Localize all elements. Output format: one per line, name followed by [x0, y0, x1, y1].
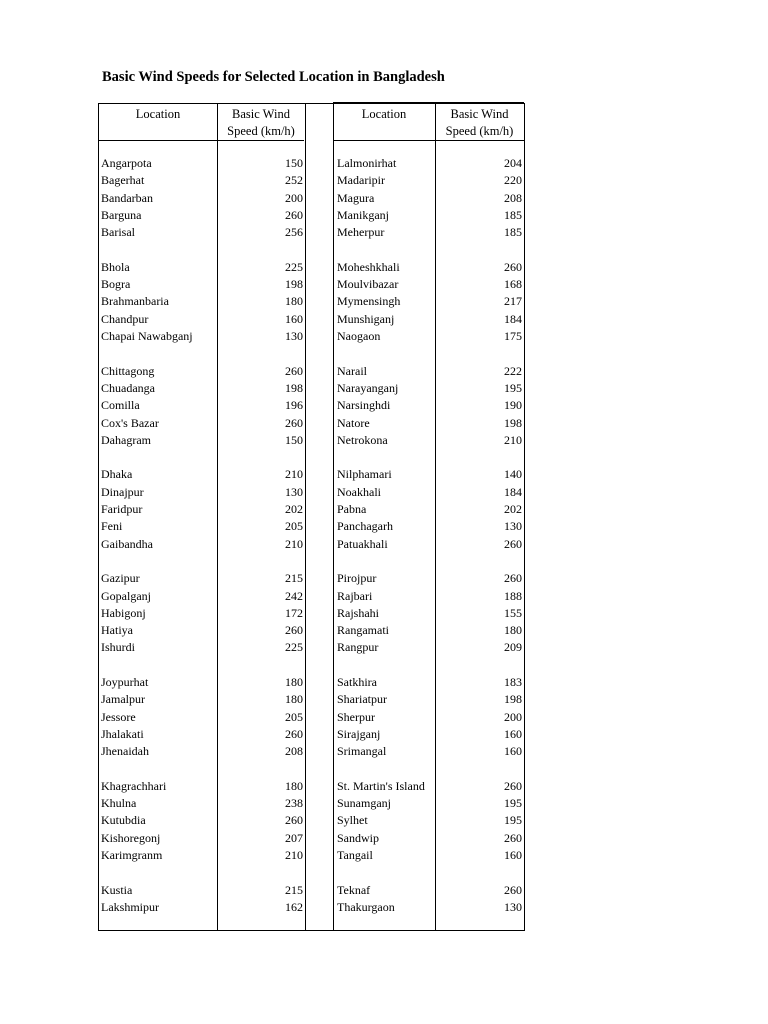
- wind-speed-cell: 260: [504, 536, 522, 551]
- wind-speed-cell: 260: [504, 778, 522, 793]
- location-cell: Meherpur: [337, 225, 385, 240]
- location-cell: Jessore: [101, 709, 136, 724]
- location-cell: Khulna: [101, 796, 137, 811]
- location-cell: Joypurhat: [101, 675, 149, 689]
- location-cell: Feni: [101, 519, 123, 534]
- wind-speed-cell: 242: [285, 588, 303, 603]
- wind-speed-cell: 180: [504, 623, 522, 638]
- location-cell: Kutubdia: [101, 813, 146, 828]
- location-cell: Natore: [337, 415, 370, 430]
- wind-speed-cell: 160: [504, 744, 522, 759]
- location-cell: Rangpur: [337, 640, 379, 655]
- wind-speed-cell: 205: [285, 709, 303, 724]
- location-cell: Chandpur: [101, 311, 149, 326]
- wind-speed-cell: 210: [285, 536, 303, 551]
- wind-speed-cell: 195: [504, 796, 522, 811]
- wind-speed-cell: 260: [285, 415, 303, 430]
- table-row: [101, 466, 303, 483]
- header-location-left: Location: [135, 107, 181, 121]
- table-row: [101, 276, 303, 293]
- wind-speed-cell: 260: [285, 726, 303, 741]
- table-row: [101, 363, 303, 380]
- table-row: [337, 397, 522, 414]
- wind-speed-cell: 180: [285, 692, 303, 707]
- location-cell: Pirojpur: [337, 571, 377, 586]
- wind-speed-cell: 184: [504, 311, 522, 326]
- location-cell: Munshiganj: [337, 311, 395, 326]
- header-speed-right: Basic Wind Speed (km/h): [445, 107, 514, 138]
- table-row: [337, 172, 522, 189]
- location-cell: Manikganj: [337, 207, 389, 222]
- wind-speed-cell: 140: [504, 467, 522, 482]
- wind-speed-cell: 225: [285, 640, 303, 655]
- table-row: [337, 691, 522, 708]
- location-cell: Narail: [337, 363, 367, 378]
- table-row: [101, 847, 303, 864]
- wind-speed-cell: 184: [504, 484, 522, 499]
- wind-speed-cell: 130: [504, 519, 522, 534]
- column-divider: [333, 104, 334, 930]
- table-row: [337, 501, 522, 518]
- table-row: [101, 812, 303, 829]
- wind-speed-cell: 209: [504, 640, 522, 655]
- wind-speed-cell: 210: [504, 432, 522, 447]
- wind-speed-cell: 238: [285, 796, 303, 811]
- wind-speed-cell: 160: [504, 726, 522, 741]
- location-cell: Magura: [337, 190, 375, 205]
- table-row: [337, 484, 522, 501]
- location-cell: Cox's Bazar: [101, 415, 159, 430]
- wind-speed-cell: 185: [504, 225, 522, 240]
- table-row: [337, 155, 522, 172]
- table-row: [101, 795, 303, 812]
- header-rule-left: [99, 140, 304, 141]
- wind-speed-cell: 205: [285, 519, 303, 534]
- wind-speed-cell: 260: [504, 259, 522, 274]
- location-cell: Chuadanga: [101, 380, 155, 395]
- location-cell: Satkhira: [337, 675, 377, 689]
- table-row: [337, 795, 522, 812]
- location-cell: Rajbari: [337, 588, 373, 603]
- table-row: [337, 639, 522, 656]
- wind-speed-cell: 155: [504, 605, 522, 620]
- table-row: [337, 293, 522, 310]
- location-cell: Bogra: [101, 277, 131, 292]
- location-cell: Gaibandha: [101, 536, 153, 551]
- location-cell: Sandwip: [337, 830, 379, 845]
- table-row: [101, 899, 303, 916]
- table-row: [101, 709, 303, 726]
- wind-speed-cell: 162: [285, 899, 303, 914]
- location-cell: Barguna: [101, 207, 142, 222]
- location-cell: Jhenaidah: [101, 744, 149, 759]
- wind-speed-cell: 204: [504, 156, 522, 170]
- table-row: [101, 224, 303, 241]
- location-cell: Jhalakati: [101, 726, 144, 741]
- table-row: [101, 639, 303, 656]
- location-cell: Panchagarh: [337, 519, 393, 534]
- table-row: [101, 190, 303, 207]
- wind-speed-cell: 217: [504, 294, 522, 309]
- table-row: [101, 882, 303, 899]
- wind-speed-table: [98, 103, 525, 931]
- wind-speed-cell: 185: [504, 207, 522, 222]
- page-title: Basic Wind Speeds for Selected Location in Bangladesh: [102, 69, 445, 85]
- wind-speed-cell: 260: [285, 623, 303, 638]
- table-row: [337, 415, 522, 432]
- table-row: [101, 155, 303, 172]
- location-cell: Dahagram: [101, 432, 151, 447]
- location-cell: Chapai Nawabganj: [101, 329, 193, 343]
- table-row: [337, 882, 522, 899]
- wind-speed-cell: 210: [285, 467, 303, 482]
- wind-speed-cell: 196: [285, 398, 303, 413]
- location-cell: Bhola: [101, 259, 130, 274]
- table-row: [101, 691, 303, 708]
- location-cell: Sirajganj: [337, 726, 381, 741]
- table-row: [101, 415, 303, 432]
- table-row: [101, 726, 303, 743]
- table-row: [337, 812, 522, 829]
- location-cell: Barisal: [101, 225, 135, 240]
- table-row: [337, 847, 522, 864]
- wind-speed-cell: 130: [285, 484, 303, 499]
- location-cell: Karimgranm: [101, 848, 163, 862]
- location-cell: Gopalganj: [101, 588, 151, 603]
- table-row: [337, 709, 522, 726]
- wind-speed-cell: 260: [285, 813, 303, 828]
- wind-speed-cell: 130: [285, 329, 303, 343]
- location-cell: Dinajpur: [101, 484, 144, 499]
- table-row: [101, 570, 303, 587]
- table-row: [337, 207, 522, 224]
- wind-speed-cell: 183: [504, 675, 522, 689]
- table-row: [337, 726, 522, 743]
- table-row: [101, 172, 303, 189]
- location-cell: Kustia: [101, 882, 133, 897]
- location-cell: Habigonj: [101, 605, 146, 620]
- location-cell: Comilla: [101, 398, 140, 413]
- wind-speed-cell: 215: [285, 571, 303, 586]
- table-row: [337, 311, 522, 328]
- wind-speed-cell: 168: [504, 277, 522, 292]
- wind-speed-cell: 180: [285, 675, 303, 689]
- header-location-right: Location: [361, 107, 407, 121]
- wind-speed-cell: 150: [285, 432, 303, 447]
- wind-speed-cell: 195: [504, 813, 522, 828]
- location-cell: Brahmanbaria: [101, 294, 169, 309]
- table-row: [101, 743, 303, 760]
- wind-speed-cell: 198: [285, 380, 303, 395]
- location-cell: Moulvibazar: [337, 277, 399, 292]
- table-row: [101, 207, 303, 224]
- location-cell: Srimangal: [337, 744, 387, 759]
- table-row: [337, 570, 522, 587]
- wind-speed-cell: 175: [504, 329, 522, 343]
- location-cell: St. Martin's Island: [337, 778, 425, 793]
- wind-speed-cell: 220: [504, 173, 522, 188]
- table-row: [101, 518, 303, 535]
- table-row: [337, 380, 522, 397]
- table-row: [101, 259, 303, 276]
- wind-speed-cell: 207: [285, 830, 303, 845]
- table-row: [101, 588, 303, 605]
- location-cell: Lalmonirhat: [337, 156, 397, 170]
- wind-speed-cell: 188: [504, 588, 522, 603]
- table-row: [101, 293, 303, 310]
- location-cell: Dhaka: [101, 467, 133, 482]
- wind-speed-cell: 210: [285, 848, 303, 862]
- table-row: [101, 778, 303, 795]
- wind-speed-cell: 180: [285, 778, 303, 793]
- location-cell: Sylhet: [337, 813, 368, 828]
- wind-speed-cell: 208: [504, 190, 522, 205]
- table-row: [101, 484, 303, 501]
- location-cell: Moheshkhali: [337, 259, 400, 274]
- column-divider: [305, 104, 306, 930]
- table-row: [337, 743, 522, 760]
- location-cell: Ishurdi: [101, 640, 135, 655]
- location-cell: Angarpota: [101, 156, 152, 170]
- wind-speed-cell: 252: [285, 173, 303, 188]
- table-row: [101, 311, 303, 328]
- table-row: [337, 536, 522, 553]
- wind-speed-cell: 200: [285, 190, 303, 205]
- location-cell: Jamalpur: [101, 692, 145, 707]
- table-row: [337, 830, 522, 847]
- table-row: [337, 605, 522, 622]
- location-cell: Tangail: [337, 848, 373, 862]
- wind-speed-cell: 202: [285, 502, 303, 516]
- table-row: [101, 328, 303, 345]
- wind-speed-cell: 208: [285, 744, 303, 759]
- wind-speed-cell: 225: [285, 259, 303, 274]
- wind-speed-cell: 260: [285, 207, 303, 222]
- wind-speed-cell: 180: [285, 294, 303, 309]
- location-cell: Mymensingh: [337, 294, 401, 309]
- location-cell: Madaripir: [337, 173, 385, 188]
- location-cell: Hatiya: [101, 623, 133, 638]
- wind-speed-cell: 200: [504, 709, 522, 724]
- location-cell: Noakhali: [337, 484, 381, 499]
- location-cell: Khagrachhari: [101, 778, 167, 793]
- table-row: [337, 899, 522, 916]
- table-row: [337, 466, 522, 483]
- wind-speed-cell: 222: [504, 363, 522, 378]
- location-cell: Patuakhali: [337, 536, 388, 551]
- table-row: [101, 501, 303, 518]
- location-cell: Thakurgaon: [337, 899, 395, 914]
- table-row: [337, 224, 522, 241]
- wind-speed-cell: 260: [504, 830, 522, 845]
- table-row: [337, 432, 522, 449]
- location-cell: Narayanganj: [337, 380, 399, 395]
- table-row: [337, 778, 522, 795]
- table-row: [337, 518, 522, 535]
- wind-speed-cell: 150: [285, 156, 303, 170]
- location-cell: Kishoregonj: [101, 830, 161, 845]
- table-row: [101, 397, 303, 414]
- table-row: [101, 380, 303, 397]
- wind-speed-cell: 260: [504, 571, 522, 586]
- wind-speed-cell: 198: [504, 692, 522, 707]
- wind-speed-cell: 260: [285, 363, 303, 378]
- table-row: [337, 588, 522, 605]
- location-cell: Shariatpur: [337, 692, 387, 707]
- wind-speed-cell: 190: [504, 398, 522, 413]
- location-cell: Gazipur: [101, 571, 140, 586]
- header-speed-left: Basic Wind Speed (km/h): [227, 107, 295, 138]
- table-row: [337, 363, 522, 380]
- table-row: [101, 536, 303, 553]
- location-cell: Bandarban: [101, 190, 153, 205]
- table-row: [337, 622, 522, 639]
- table-row: [337, 190, 522, 207]
- location-cell: Faridpur: [101, 502, 143, 516]
- location-cell: Rajshahi: [337, 605, 379, 620]
- wind-speed-cell: 198: [504, 415, 522, 430]
- wind-speed-cell: 195: [504, 380, 522, 395]
- wind-speed-cell: 198: [285, 277, 303, 292]
- table-row: [101, 830, 303, 847]
- location-cell: Sherpur: [337, 709, 375, 724]
- header-rule-right: [333, 140, 524, 141]
- location-cell: Netrokona: [337, 432, 388, 447]
- table-row: [101, 605, 303, 622]
- location-cell: Naogaon: [337, 329, 381, 343]
- table-row: [337, 276, 522, 293]
- wind-speed-cell: 215: [285, 882, 303, 897]
- location-cell: Chittagong: [101, 363, 155, 378]
- location-cell: Sunamganj: [337, 796, 391, 811]
- location-cell: Narsinghdi: [337, 398, 391, 413]
- wind-speed-cell: 130: [504, 899, 522, 914]
- table-row: [101, 674, 303, 691]
- wind-speed-cell: 160: [285, 311, 303, 326]
- wind-speed-cell: 202: [504, 502, 522, 516]
- wind-speed-cell: 260: [504, 882, 522, 897]
- location-cell: Teknaf: [337, 882, 371, 897]
- location-cell: Rangamati: [337, 623, 389, 638]
- table-row: [337, 674, 522, 691]
- table-row: [337, 328, 522, 345]
- wind-speed-cell: 256: [285, 225, 303, 240]
- table-row: [337, 259, 522, 276]
- location-cell: Lakshmipur: [101, 899, 159, 914]
- location-cell: Nilphamari: [337, 467, 392, 482]
- table-row: [101, 432, 303, 449]
- table-row: [101, 622, 303, 639]
- wind-speed-cell: 160: [504, 848, 522, 862]
- location-cell: Bagerhat: [101, 173, 145, 188]
- wind-speed-cell: 172: [285, 605, 303, 620]
- location-cell: Pabna: [337, 502, 367, 516]
